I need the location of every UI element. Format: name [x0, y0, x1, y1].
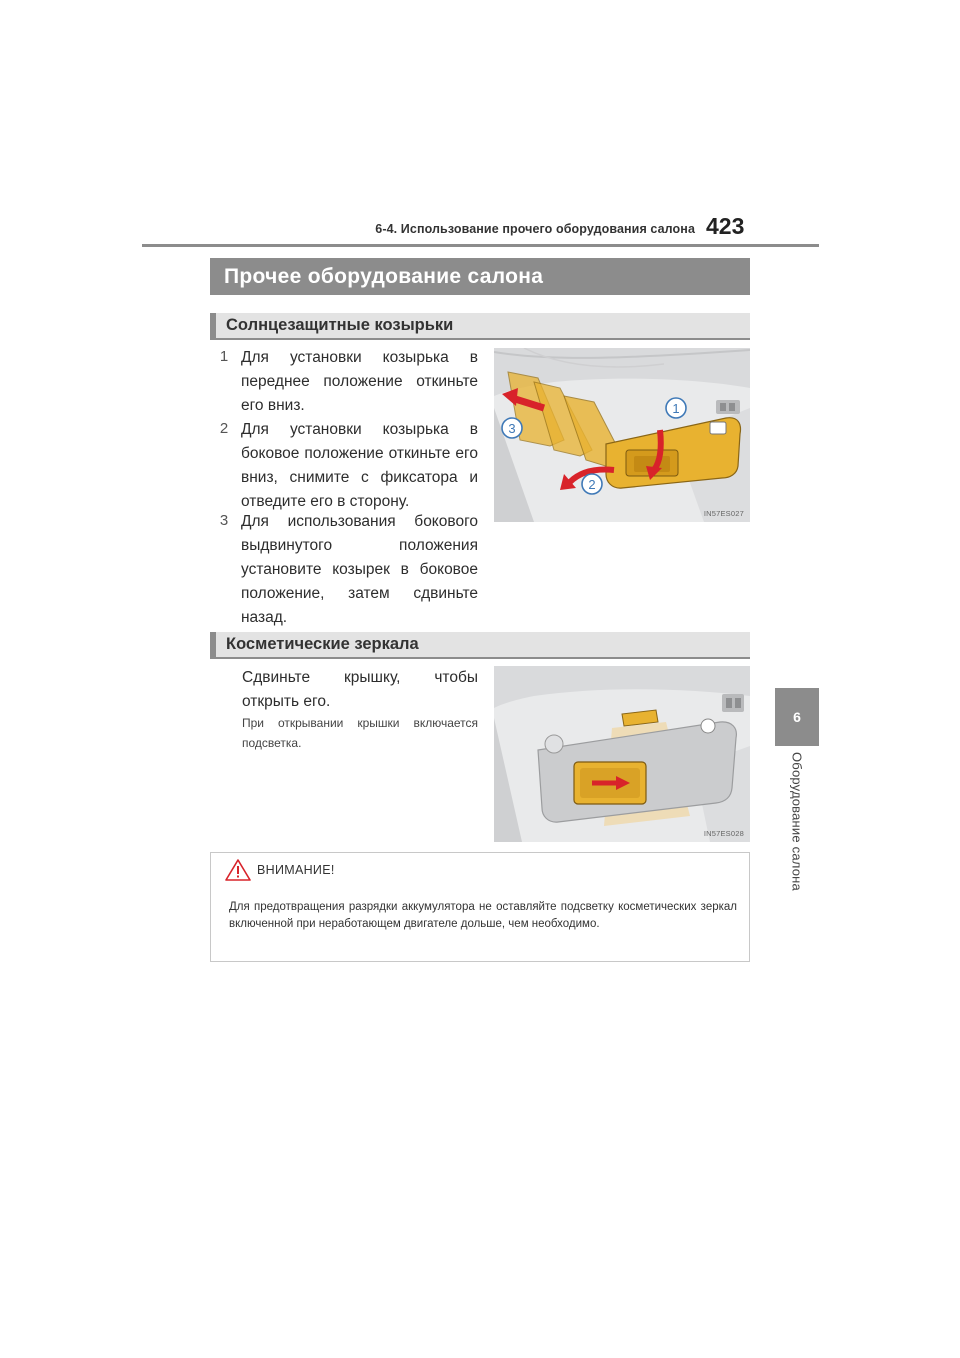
running-header-title: 6-4. Использование прочего оборудования салона — [375, 222, 695, 236]
number-1-icon — [214, 346, 234, 366]
warning-text: Для предотвращения разрядки аккумулятора не оставляйте подсветку косметических зеркал включенной при неработающем двигателе дольше, чем необходимо. — [229, 901, 737, 930]
page-number: 423 — [706, 213, 745, 239]
heading-bar — [210, 632, 216, 657]
section-heading-vanity-mirrors — [210, 632, 750, 659]
figure-code: IN57ES027 — [703, 509, 744, 518]
vanity-mirror-illustration — [494, 666, 750, 842]
warning-box — [210, 852, 750, 962]
item-number: 2 — [219, 420, 229, 437]
item-number: 3 — [219, 512, 229, 529]
vanity-mirror-note: При открывании крышки включается подсветка. — [242, 716, 478, 750]
section-heading-text: Солнцезащитные козырьки — [226, 316, 454, 334]
chapter-label-text: Оборудование салона — [789, 752, 805, 891]
instruction-text: Для установки козырька в боковое положение откиньте его вниз, снимите с фиксатора и отведите его в сторону. — [241, 421, 478, 510]
callout-2: 2 — [588, 477, 596, 492]
item-number: 1 — [219, 348, 229, 365]
chapter-label — [780, 752, 814, 912]
heading-bar — [210, 313, 216, 338]
section-heading-sun-visors — [210, 313, 750, 340]
instruction-text: Для установки козырька в переднее положение откиньте его вниз. — [241, 349, 478, 414]
vanity-mirror-instruction: Сдвиньте крышку, чтобы открыть его. — [242, 669, 478, 710]
vanity-mirror-drawing — [494, 666, 750, 842]
number-3-icon — [214, 510, 234, 530]
warning-triangle-icon — [225, 859, 251, 881]
chapter-tab: 6 — [775, 688, 819, 746]
instruction-text: Для использования бокового выдвинутого положения установите козырек в боковое положение, затем сдвиньте назад. — [241, 513, 478, 626]
callout-1: 1 — [672, 401, 680, 416]
page-title: Прочее оборудование салона — [210, 258, 750, 295]
sun-visor-illustration — [494, 348, 750, 522]
warning-title: ВНИМАНИЕ! — [257, 863, 335, 877]
header-rule — [142, 244, 819, 247]
section-heading-text: Косметические зеркала — [226, 635, 419, 653]
number-2-icon — [214, 418, 234, 438]
sun-visor-drawing — [494, 348, 750, 522]
figure-code: IN57ES028 — [703, 829, 744, 838]
callout-3: 3 — [508, 421, 516, 436]
